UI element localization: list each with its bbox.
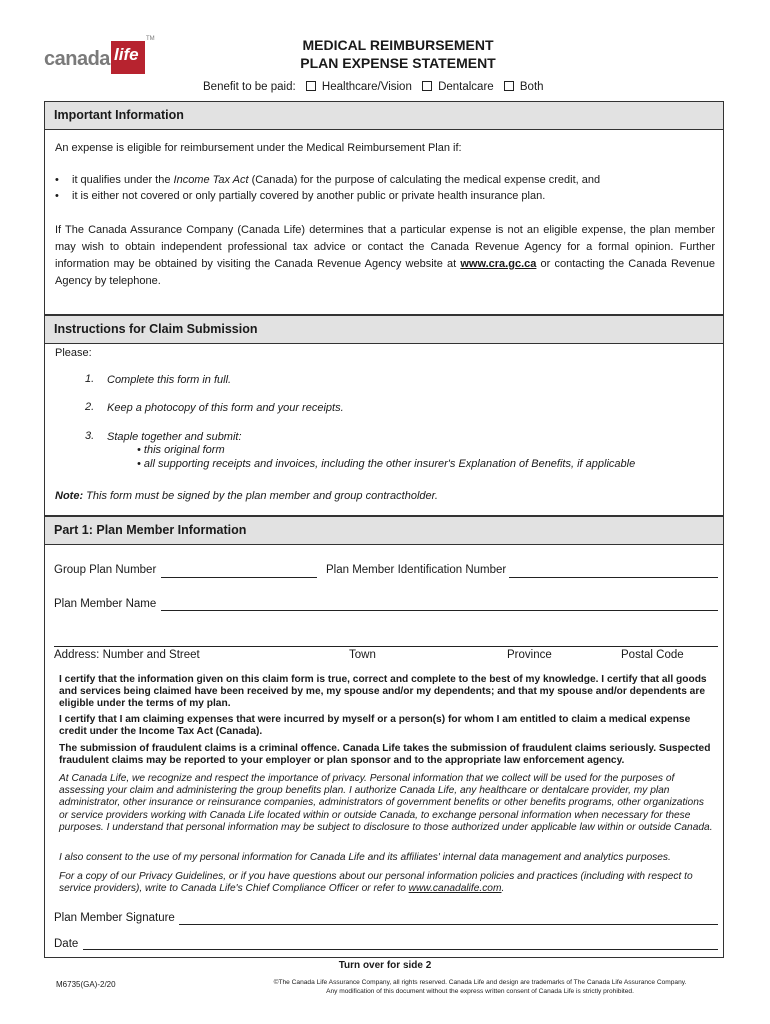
eligibility-intro: An expense is eligible for reimbursement under the Medical Reimbursement Plan if:	[55, 142, 462, 154]
step-2-text: Keep a photocopy of this form and your receipts.	[107, 402, 344, 414]
step-1-text: Complete this form in full.	[107, 374, 232, 386]
privacy-guidelines: For a copy of our Privacy Guidelines, or if you have questions about our personal information policies and practices (including with respect to service providers), write to Canada Life's Chief Compliance Officer or refer to www.canadalife.com.	[59, 871, 693, 895]
form-number: M6735(GA)-2/20	[56, 980, 116, 989]
date-field[interactable]	[83, 949, 718, 950]
step-number: 3.	[85, 430, 95, 442]
checkbox-healthcare-vision[interactable]	[306, 81, 316, 91]
certification-1: I certify that the information given on this claim form is true, correct and complete to the best of my knowledge. I certify that all goods and services being claimed have been received by me, my spouse and/or my dependents; and that my spouse and/or dependents are eligible under the terms of my plan.	[59, 674, 707, 710]
step-number: 2.	[85, 401, 95, 413]
address-label: Address: Number and Street	[54, 649, 200, 661]
form-title	[250, 36, 546, 72]
turn-over-note: Turn over for side 2	[338, 960, 432, 971]
signature-field[interactable]	[179, 924, 718, 925]
bullet-2: it is either not covered or only partially covered by another public or private health insurance plan.	[72, 190, 546, 202]
part1-heading: Part 1: Plan Member Information	[45, 517, 723, 545]
title-line-1: MEDICAL REIMBURSEMENT	[302, 37, 494, 53]
important-information-heading: Important Information	[45, 102, 723, 130]
date-label: Date	[54, 938, 79, 950]
cra-paragraph: If The Canada Assurance Company (Canada Life) determines that a particular expense is not an eligible expense, the plan member may wish to obtain independent professional tax advice or contact the Canada Revenue Agency for a formal opinion. Further information may be obtained by visiting the Canada Revenue Agency website at www.cra.gc.ca or contacting the Canada Revenue Agency by telephone.	[55, 224, 716, 287]
checkbox-both[interactable]	[504, 81, 514, 91]
member-id-field[interactable]	[509, 577, 718, 578]
checkbox-dentalcare[interactable]	[422, 81, 432, 91]
submit-item-receipts: • all supporting receipts and invoices, including the other insurer's Explanation of Benefits, if applicable	[137, 458, 636, 470]
group-plan-number-field[interactable]	[161, 577, 317, 578]
province-label: Province	[507, 649, 552, 661]
fraud-statement: The submission of fraudulent claims is a criminal offence. Canada Life takes the submission of fraudulent claims seriously. Suspected fraudulent claims may be reported to your employer or plan sponsor and to the appropriate law enforcement agency.	[59, 743, 711, 767]
logo-life-box: life	[111, 41, 145, 74]
group-plan-number-label: Group Plan Number	[54, 564, 157, 576]
member-name-label: Plan Member Name	[54, 598, 157, 610]
submit-item-original: • this original form	[137, 444, 225, 456]
option-dentalcare: Dentalcare	[438, 81, 494, 93]
important-information-section	[44, 101, 724, 315]
step-number: 1.	[85, 373, 95, 385]
signature-label: Plan Member Signature	[54, 912, 175, 924]
instructions-heading: Instructions for Claim Submission	[45, 316, 723, 344]
town-label: Town	[349, 649, 376, 661]
title-line-2: PLAN EXPENSE STATEMENT	[300, 55, 496, 71]
cra-link[interactable]: www.cra.gc.ca	[460, 258, 537, 270]
plan-member-information-section	[44, 516, 724, 971]
option-healthcare-vision: Healthcare/Vision	[321, 81, 412, 93]
please-label: Please:	[55, 347, 92, 359]
logo-wordmark: canada	[44, 48, 110, 70]
logo-trademark: TM	[146, 36, 155, 42]
copyright-line-1: ©The Canada Life Assurance Company, all rights reserved. Canada Life and design are trademarks of The Canada Life Assurance Company.	[273, 979, 687, 986]
bullet-1: it qualifies under the Income Tax Act (Canada) for the purpose of calculating the medical expense credit, and	[72, 174, 601, 186]
signature-note: Note: This form must be signed by the plan member and group contractholder.	[55, 490, 438, 502]
address-field[interactable]	[54, 646, 718, 647]
bullet-dot: •	[55, 190, 59, 202]
member-id-label: Plan Member Identification Number	[326, 564, 507, 576]
certification-2: I certify that I am claiming expenses that were incurred by myself or a person(s) for whom I am entitled to claim a medical expense credit under the Income Tax Act (Canada).	[59, 714, 691, 738]
canada-life-logo	[44, 36, 154, 78]
copyright-line-2: Any modification of this document without the express written consent of Canada Life is strictly prohibited.	[326, 988, 634, 995]
member-name-field[interactable]	[161, 610, 718, 611]
copyright-notice	[250, 978, 710, 996]
benefit-label: Benefit to be paid:	[203, 81, 296, 93]
benefit-selector	[203, 81, 544, 93]
instructions-section	[44, 315, 724, 516]
bullet-dot: •	[55, 174, 59, 186]
analytics-consent: I also consent to the use of my personal information for Canada Life and its affiliates' internal data management and analytics purposes.	[59, 852, 671, 863]
step-3-text: Staple together and submit:	[107, 431, 242, 443]
postal-code-label: Postal Code	[621, 649, 684, 661]
option-both: Both	[519, 81, 544, 93]
privacy-statement: At Canada Life, we recognize and respect the importance of privacy. Personal information that we collect will be used for the purposes of assessing your claim and administering the group benefits plan. I authorize Canada Life, any healthcare or dentalcare provider, my plan administrator, other insurance or reinsurance companies, administrators of government benefits or other benefits programs, other organizations or service providers working with Canada Life located within or outside Canada, to exchange personal information when necessary for these purposes. I understand that personal information may be subject to disclosure to those authorized under applicable law within or outside Canada.	[59, 773, 713, 833]
canadalife-link[interactable]: www.canadalife.com	[408, 883, 502, 895]
